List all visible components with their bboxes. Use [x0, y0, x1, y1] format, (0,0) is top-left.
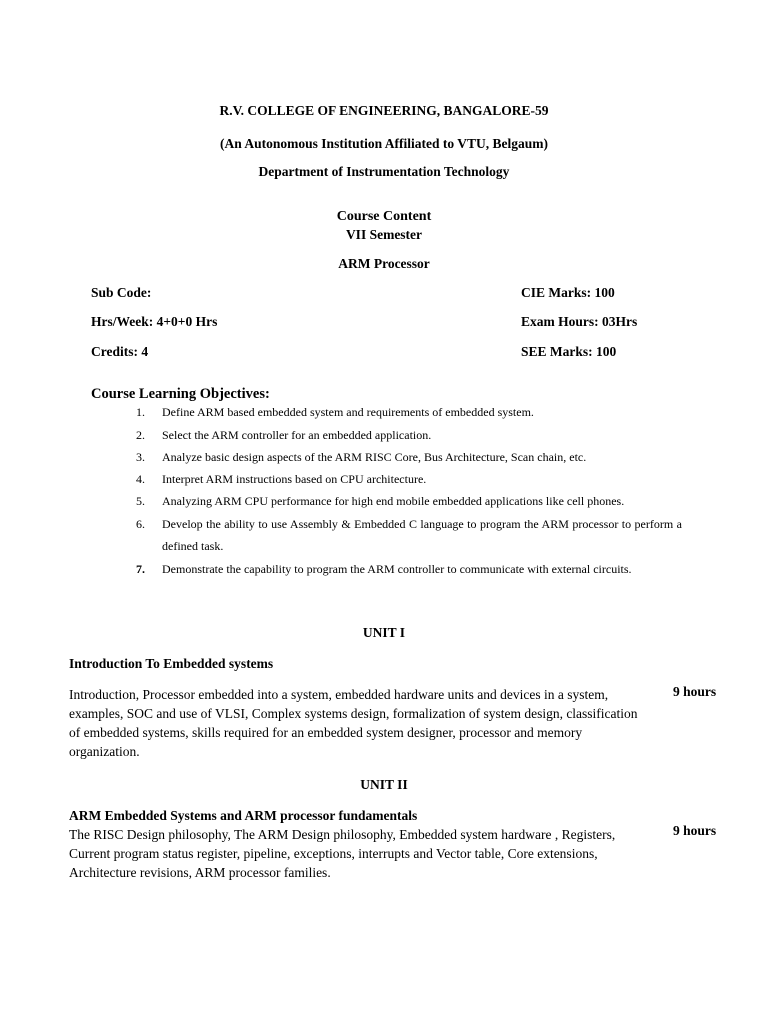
unit-2-content: The RISC Design philosophy, The ARM Design philosophy, Embedded system hardware , Registers, Current program status register, pipeline, exceptions, interrupts and Vector table, Core extensions, Architecture revisions, ARM processor families.: [69, 827, 616, 880]
cie-marks: CIE Marks: 100: [521, 285, 615, 300]
objective-number: 4.: [136, 472, 145, 486]
unit-2-title: UNIT II: [360, 777, 408, 792]
hrs-week: Hrs/Week: 4+0+0 Hrs: [91, 314, 218, 329]
see-marks: SEE Marks: 100: [521, 344, 617, 359]
exam-hours: Exam Hours: 03Hrs: [521, 314, 638, 329]
objectives-heading: Course Learning Objectives:: [91, 386, 270, 402]
objective-text: Analyzing ARM CPU performance for high end mobile embedded applications like cell phones.: [162, 494, 625, 508]
objective-text: Define ARM based embedded system and requirements of embedded system.: [162, 405, 534, 419]
objective-number: 5.: [136, 494, 145, 508]
department-name: Department of Instrumentation Technology: [258, 164, 510, 179]
sub-code: Sub Code:: [91, 285, 152, 300]
unit-1-content: Introduction, Processor embedded into a system, embedded hardware units and devices in a system, examples, SOC and use of VLSI, Complex systems design, formalization of system design, classification of embedded systems, skills required for an embedded system designer, processor and memory organization.: [69, 687, 638, 759]
affiliation-line: (An Autonomous Institution Affiliated to VTU, Belgaum): [220, 136, 548, 151]
objective-number: 7.: [136, 562, 145, 576]
objective-number: 1.: [136, 405, 145, 419]
objective-number: 3.: [136, 450, 145, 464]
semester-label: VII Semester: [345, 227, 423, 242]
objective-text: Demonstrate the capability to program the ARM controller to communicate with external circuits.: [162, 562, 632, 576]
content-title: Course Content: [336, 209, 432, 224]
credits: Credits: 4: [91, 344, 149, 359]
unit-2-topic: ARM Embedded Systems and ARM processor fundamentals: [69, 808, 418, 823]
unit-1-topic: Introduction To Embedded systems: [69, 656, 274, 671]
objective-number: 6.: [136, 517, 145, 531]
unit-2-hours: 9 hours: [673, 823, 717, 838]
objective-text: Develop the ability to use Assembly & Embedded C language to program the ARM processor to perform a defined task.: [162, 517, 682, 553]
unit-1-title: UNIT I: [362, 625, 406, 640]
objective-text: Select the ARM controller for an embedded application.: [162, 428, 432, 442]
course-name: ARM Processor: [338, 256, 430, 271]
objective-text: Interpret ARM instructions based on CPU architecture.: [162, 472, 427, 486]
objective-number: 2.: [136, 428, 145, 442]
objective-text: Analyze basic design aspects of the ARM RISC Core, Bus Architecture, Scan chain, etc.: [162, 450, 587, 464]
college-name: R.V. COLLEGE OF ENGINEERING, BANGALORE-59: [219, 103, 549, 118]
unit-1-hours: 9 hours: [673, 684, 717, 699]
